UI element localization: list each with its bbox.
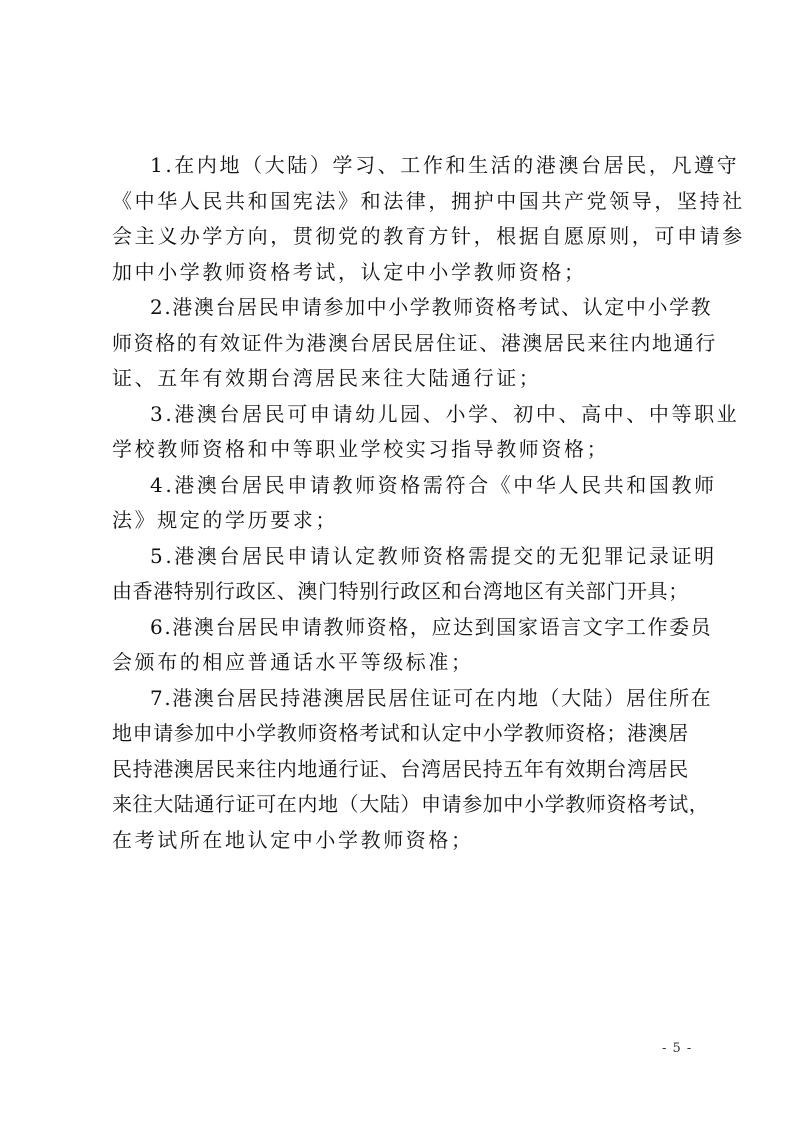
paragraph-6 (112, 610, 713, 681)
paragraph-line: 民持港澳居民来往内地通行证、台湾居民持五年有效期台湾居民 (112, 756, 689, 781)
paragraph-7 (112, 681, 713, 859)
paragraph-1 (112, 148, 745, 290)
paragraph-line: 在考试所在地认定中小学教师资格； (112, 827, 474, 852)
paragraph-line: 3.港澳台居民可申请幼儿园、小学、初中、高中、中等职业 (150, 401, 740, 426)
paragraph-line: 学校教师资格和中等职业学校实习指导教师资格； (112, 437, 610, 461)
paragraph-line: 5.港澳台居民申请认定教师资格需提交的无犯罪记录证明 (150, 543, 717, 568)
page-number: - 5 - (662, 1041, 693, 1056)
paragraph-line: 会颁布的相应普通话水平等级标准； (112, 650, 474, 674)
paragraph-line: 来往大陆通行证可在内地（大陆）申请参加中小学教师资格考试， (112, 792, 710, 816)
paragraph-2 (112, 290, 717, 397)
paragraph-line: 法》规定的学历要求； (112, 508, 338, 532)
document-body (112, 148, 745, 858)
paragraph-5 (112, 539, 717, 610)
paragraph-4 (112, 468, 717, 539)
paragraph-line: 6.港澳台居民申请教师资格，应达到国家语言文字工作委员 (150, 614, 713, 639)
paragraph-line: 师资格的有效证件为港澳台居民居住证、港澳居民来往内地通行 (112, 330, 717, 355)
paragraph-3 (112, 397, 740, 468)
paragraph-line: 1.在内地（大陆）学习、工作和生活的港澳台居民，凡遵守 (150, 153, 740, 177)
paragraph-line: 加中小学教师资格考试，认定中小学教师资格； (112, 259, 587, 284)
paragraph-line: 地申请参加中小学教师资格考试和认定中小学教师资格；港澳居 (112, 721, 689, 745)
paragraph-line: 会主义办学方向，贯彻党的教育方针，根据自愿原则，可申请参 (112, 224, 745, 248)
paragraph-line: 证、五年有效期台湾居民来往大陆通行证； (112, 366, 542, 390)
paragraph-line: 由香港特别行政区、澳门特别行政区和台湾地区有关部门开具； (112, 579, 689, 603)
paragraph-line: 2.港澳台居民申请参加中小学教师资格考试、认定中小学教 (150, 295, 713, 319)
paragraph-line: 《中华人民共和国宪法》和法律，拥护中国共产党领导，坚持社 (112, 188, 745, 213)
paragraph-line: 7.港澳台居民持港澳居民居住证可在内地（大陆）居住所在 (150, 685, 713, 710)
paragraph-line: 4.港澳台居民申请教师资格需符合《中华人民共和国教师 (150, 472, 717, 497)
